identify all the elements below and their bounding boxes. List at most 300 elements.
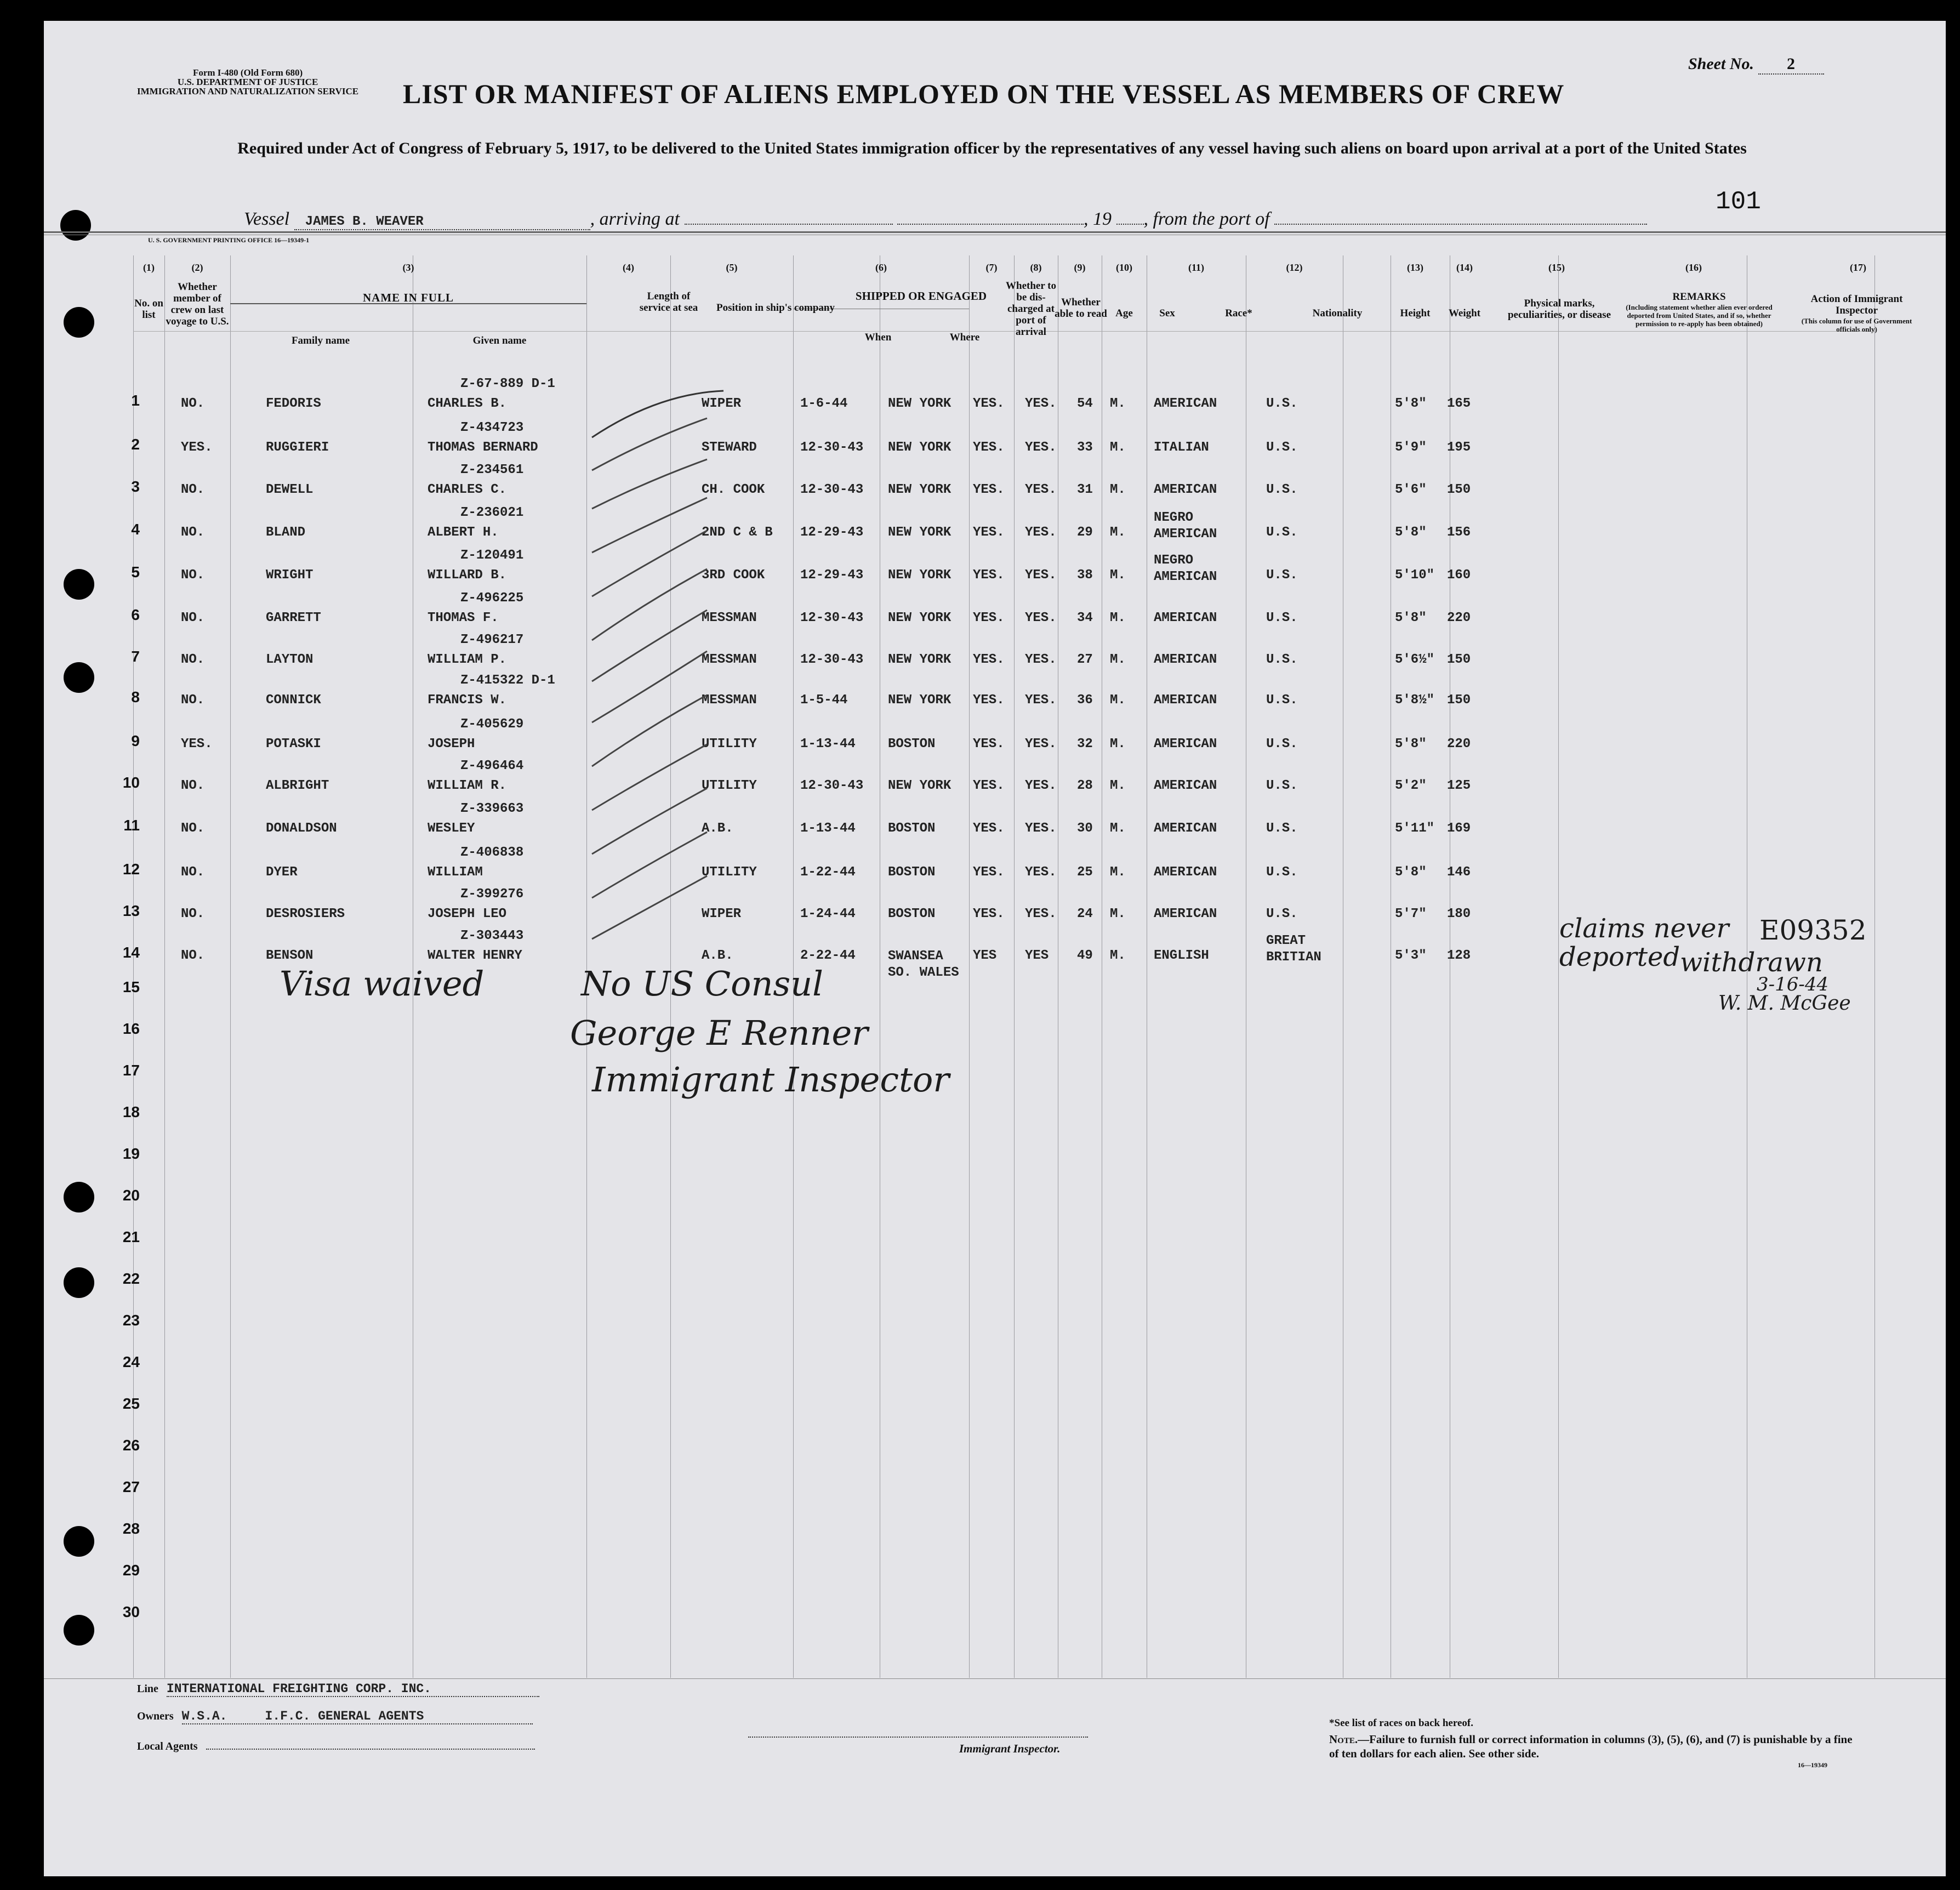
height-cell: 5'11"	[1395, 821, 1435, 836]
header-remarks: REMARKS	[1672, 291, 1726, 303]
age-cell: 32	[1077, 737, 1093, 752]
where-cell: NEW YORK	[888, 396, 951, 411]
able-read-cell: YES.	[1025, 440, 1057, 455]
age-cell: 29	[1077, 525, 1093, 540]
last-voyage-cell: NO.	[181, 611, 205, 625]
row-number: 18	[122, 1103, 140, 1120]
where-cell: BOSTON	[888, 737, 936, 752]
row-number: 20	[122, 1187, 140, 1204]
col-num: (11)	[1188, 262, 1204, 273]
weight-cell: 125	[1447, 778, 1471, 793]
when-cell: 12-30-43	[800, 482, 864, 497]
header-shipped-engaged: SHIPPED OR ENGAGED	[855, 289, 987, 303]
stamp-number: 101	[1716, 187, 1761, 216]
sex-cell: M.	[1110, 737, 1126, 752]
header-action-note: (This column for use of Government officials only)	[1801, 317, 1912, 333]
header-remarks-note: (Including statement whether alien ever ordered deported from United States, and if so, whether permission to re-apply has been obtained)	[1626, 303, 1773, 328]
last-voyage-cell: NO.	[181, 693, 205, 708]
column-line	[1014, 255, 1015, 1678]
weight-cell: 128	[1447, 948, 1471, 963]
family-name-cell: LAYTON	[266, 652, 314, 667]
when-cell: 12-30-43	[800, 778, 864, 793]
race-cell: AMERICAN	[1154, 693, 1217, 708]
able-read-cell: YES.	[1025, 482, 1057, 497]
family-name-cell: DEWELL	[266, 482, 314, 497]
able-read-cell: YES.	[1025, 865, 1057, 880]
vessel-label: Vessel	[244, 209, 290, 229]
sheet-number	[1688, 55, 1824, 75]
able-read-cell: YES.	[1025, 525, 1057, 540]
date-field	[897, 224, 1084, 225]
note-label: Note.	[1329, 1733, 1358, 1746]
z-number-cell: Z-496464	[460, 759, 524, 773]
row-number: 6	[131, 606, 140, 623]
line-value: INTERNATIONAL FREIGHTING CORP. INC.	[167, 1682, 539, 1697]
height-cell: 5'6"	[1395, 482, 1427, 497]
discharged-cell: YES.	[973, 525, 1005, 540]
where-cell: BOSTON	[888, 907, 936, 921]
where-cell: NEW YORK	[888, 568, 951, 583]
race-cell: AMERICAN	[1154, 865, 1217, 880]
handwritten-no-us-consul: No US Consul	[581, 964, 823, 1004]
height-cell: 5'8"	[1395, 525, 1427, 540]
able-read-cell: YES.	[1025, 821, 1057, 836]
col-num: (14)	[1456, 262, 1473, 273]
col-num: (1)	[143, 262, 155, 273]
discharged-cell: YES.	[973, 482, 1005, 497]
pen-stroke	[592, 832, 707, 898]
height-cell: 5'8"	[1395, 737, 1427, 752]
position-cell: 2ND C & B	[702, 525, 773, 540]
when-cell: 1-22-44	[800, 865, 856, 880]
family-name-cell: DYER	[266, 865, 298, 880]
year-prefix: , 19	[1084, 209, 1112, 229]
age-cell: 54	[1077, 396, 1093, 411]
where-cell: NEW YORK	[888, 440, 951, 455]
family-name-cell: ALBRIGHT	[266, 778, 329, 793]
family-name-cell: DESROSIERS	[266, 907, 345, 921]
when-cell: 12-30-43	[800, 652, 864, 667]
nationality-cell: GREAT BRITIAN	[1266, 933, 1321, 965]
discharged-cell: YES.	[973, 865, 1005, 880]
nationality-cell: U.S.	[1266, 440, 1298, 455]
form-id-line: U.S. DEPARTMENT OF JUSTICE	[177, 77, 318, 87]
discharged-cell: YES.	[973, 778, 1005, 793]
position-cell: STEWARD	[702, 440, 757, 455]
family-name-cell: DONALDSON	[266, 821, 337, 836]
row-number: 25	[122, 1395, 140, 1412]
age-cell: 49	[1077, 948, 1093, 963]
position-cell: MESSMAN	[702, 693, 757, 708]
row-number: 21	[122, 1228, 140, 1245]
last-voyage-cell: YES.	[181, 737, 213, 752]
printing-office: U. S. GOVERNMENT PRINTING OFFICE 16—19349-1	[148, 236, 310, 244]
given-name-cell: JOSEPH	[428, 737, 475, 752]
race-cell: AMERICAN	[1154, 482, 1217, 497]
footer-agents	[137, 1737, 535, 1753]
pen-stroke	[592, 498, 707, 553]
header-weight: Weight	[1448, 308, 1481, 319]
binder-hole	[60, 210, 91, 241]
height-cell: 5'3"	[1395, 948, 1427, 963]
weight-cell: 146	[1447, 865, 1471, 880]
nationality-cell: U.S.	[1266, 778, 1298, 793]
height-cell: 5'8"	[1395, 396, 1427, 411]
row-number: 7	[131, 648, 140, 665]
family-name-cell: POTASKI	[266, 737, 321, 752]
header-family-name: Family name	[291, 335, 350, 346]
given-name-cell: CHARLES B.	[428, 396, 507, 411]
sheet-label: Sheet No.	[1688, 55, 1754, 73]
pen-stroke	[592, 695, 707, 766]
row-number: 8	[131, 688, 140, 705]
z-number-cell: Z-399276	[460, 887, 524, 902]
nationality-cell: U.S.	[1266, 821, 1298, 836]
arriving-label: , arriving at	[590, 209, 680, 229]
header-able-read: Whether able to read	[1055, 297, 1107, 320]
given-name-cell: WILLIAM P.	[428, 652, 507, 667]
row-number: 16	[122, 1020, 140, 1037]
position-cell: 3RD COOK	[702, 568, 765, 583]
handwritten-file-number: E09352	[1759, 914, 1867, 946]
position-cell: UTILITY	[702, 778, 757, 793]
row-number: 5	[131, 563, 140, 580]
binder-hole	[64, 1182, 94, 1212]
nationality-cell: U.S.	[1266, 396, 1298, 411]
when-cell: 12-30-43	[800, 440, 864, 455]
row-number: 30	[122, 1603, 140, 1620]
from-port-label: , from the port of	[1143, 209, 1270, 229]
given-name-cell: ALBERT H.	[428, 525, 499, 540]
form-code: 16—19349	[1798, 1761, 1827, 1769]
weight-cell: 169	[1447, 821, 1471, 836]
last-voyage-cell: NO.	[181, 907, 205, 921]
column-line	[1874, 255, 1875, 1678]
position-cell: MESSMAN	[702, 652, 757, 667]
z-number-cell: Z-405629	[460, 717, 524, 732]
owners-label: Owners	[137, 1710, 174, 1722]
family-name-cell: BLAND	[266, 525, 306, 540]
given-name-cell: THOMAS F.	[428, 611, 499, 625]
sex-cell: M.	[1110, 482, 1126, 497]
pen-stroke	[592, 569, 707, 640]
weight-cell: 150	[1447, 693, 1471, 708]
table-bottom-rule	[44, 1678, 1946, 1679]
handwritten-withdrawn-date: 3-16-44	[1757, 974, 1829, 995]
able-read-cell: YES.	[1025, 396, 1057, 411]
race-cell: AMERICAN	[1154, 821, 1217, 836]
sex-cell: M.	[1110, 525, 1126, 540]
last-voyage-cell: NO.	[181, 568, 205, 583]
where-cell: NEW YORK	[888, 482, 951, 497]
agents-value	[206, 1737, 535, 1750]
pen-stroke	[592, 391, 723, 437]
binder-hole	[64, 307, 94, 338]
given-name-cell: FRANCIS W.	[428, 693, 507, 708]
row-number: 28	[122, 1520, 140, 1537]
col-num: (5)	[726, 262, 738, 273]
column-line	[969, 255, 970, 1678]
races-note: *See list of races on back hereof.	[1329, 1717, 1473, 1729]
last-voyage-cell: NO.	[181, 482, 205, 497]
able-read-cell: YES	[1025, 948, 1049, 963]
header-sex: Sex	[1159, 308, 1175, 319]
position-cell: A.B.	[702, 948, 733, 963]
sex-cell: M.	[1110, 611, 1126, 625]
able-read-cell: YES.	[1025, 907, 1057, 921]
vessel-line	[244, 209, 1647, 230]
z-number-cell: Z-434723	[460, 420, 524, 435]
age-cell: 24	[1077, 907, 1093, 921]
z-number-cell: Z-496217	[460, 633, 524, 647]
handwritten-initials: W. M. McGee	[1718, 992, 1851, 1015]
z-number-cell: Z-120491	[460, 548, 524, 563]
pen-strokes	[586, 366, 795, 997]
row-number: 12	[122, 861, 140, 878]
nationality-cell: U.S.	[1266, 525, 1298, 540]
age-cell: 36	[1077, 693, 1093, 708]
column-line	[164, 255, 165, 1678]
header-race: Race*	[1225, 308, 1252, 319]
age-cell: 38	[1077, 568, 1093, 583]
arriving-field	[685, 224, 893, 225]
binder-hole	[64, 1615, 94, 1646]
where-cell: NEW YORK	[888, 778, 951, 793]
race-cell: AMERICAN	[1154, 652, 1217, 667]
row-number: 13	[122, 902, 140, 919]
height-cell: 5'10"	[1395, 568, 1435, 583]
discharged-cell: YES.	[973, 693, 1005, 708]
height-cell: 5'9"	[1395, 440, 1427, 455]
pen-stroke	[592, 876, 707, 939]
when-cell: 12-29-43	[800, 568, 864, 583]
weight-cell: 180	[1447, 907, 1471, 921]
height-cell: 5'8"	[1395, 611, 1427, 625]
column-line	[1558, 255, 1559, 1678]
header-discharged: Whether to be dis-charged at port of arrival	[1006, 280, 1056, 338]
position-cell: MESSMAN	[702, 611, 757, 625]
able-read-cell: YES.	[1025, 778, 1057, 793]
nationality-cell: U.S.	[1266, 865, 1298, 880]
age-cell: 25	[1077, 865, 1093, 880]
where-cell: BOSTON	[888, 865, 936, 880]
z-number-cell: Z-236021	[460, 505, 524, 520]
table-top-rule	[44, 231, 1946, 233]
handwritten-inspector: Immigrant Inspector	[592, 1060, 949, 1100]
col-num: (2)	[191, 262, 203, 273]
inspector-sign-line	[748, 1737, 1088, 1738]
discharged-cell: YES.	[973, 907, 1005, 921]
given-name-cell: CHARLES C.	[428, 482, 507, 497]
sex-cell: M.	[1110, 652, 1126, 667]
z-number-cell: Z-496225	[460, 591, 524, 606]
position-cell: A.B.	[702, 821, 733, 836]
nationality-cell: U.S.	[1266, 693, 1298, 708]
position-cell: UTILITY	[702, 737, 757, 752]
weight-cell: 160	[1447, 568, 1471, 583]
sex-cell: M.	[1110, 907, 1126, 921]
weight-cell: 150	[1447, 482, 1471, 497]
when-cell: 1-5-44	[800, 693, 848, 708]
race-cell: ITALIAN	[1154, 440, 1209, 455]
col-num: (7)	[985, 262, 998, 273]
given-name-cell: WILLIAM R.	[428, 778, 507, 793]
where-cell: NEW YORK	[888, 652, 951, 667]
when-cell: 12-29-43	[800, 525, 864, 540]
header-where: Where	[949, 332, 980, 343]
discharged-cell: YES	[973, 948, 997, 963]
family-name-cell: CONNICK	[266, 693, 321, 708]
header-given-name: Given name	[472, 335, 527, 346]
col-num: (6)	[875, 262, 887, 273]
nationality-cell: U.S.	[1266, 482, 1298, 497]
when-cell: 1-6-44	[800, 396, 848, 411]
last-voyage-cell: NO.	[181, 525, 205, 540]
header-when: When	[864, 332, 892, 343]
note-text: —Failure to furnish full or correct information in columns (3), (5), (6), and (7) is punishable by a fine of ten dollars for each alien. See other side.	[1329, 1733, 1853, 1760]
given-name-cell: WILLIAM	[428, 865, 483, 880]
discharged-cell: YES.	[973, 821, 1005, 836]
binder-hole	[64, 569, 94, 600]
given-name-cell: JOSEPH LEO	[428, 907, 507, 921]
col-num: (16)	[1685, 262, 1702, 273]
col-num: (10)	[1116, 262, 1132, 273]
row-number: 1	[131, 392, 140, 409]
last-voyage-cell: YES.	[181, 440, 213, 455]
age-cell: 27	[1077, 652, 1093, 667]
able-read-cell: YES.	[1025, 568, 1057, 583]
race-cell: AMERICAN	[1154, 396, 1217, 411]
pen-stroke	[592, 610, 707, 681]
page-subtitle: Required under Act of Congress of February 5, 1917, to be delivered to the United States immigration officer by the representatives of any vessel having such aliens on board upon arrival at a port of the United States	[237, 139, 1747, 157]
family-name-cell: RUGGIERI	[266, 440, 329, 455]
position-cell: CH. COOK	[702, 482, 765, 497]
able-read-cell: YES.	[1025, 652, 1057, 667]
when-cell: 2-22-44	[800, 948, 856, 963]
height-cell: 5'7"	[1395, 907, 1427, 921]
discharged-cell: YES.	[973, 611, 1005, 625]
col-num: (3)	[402, 262, 414, 273]
discharged-cell: YES.	[973, 396, 1005, 411]
age-cell: 33	[1077, 440, 1093, 455]
age-cell: 28	[1077, 778, 1093, 793]
z-number-cell: Z-234561	[460, 463, 524, 477]
header-length-service: Length of service at sea	[639, 291, 698, 314]
handwritten-withdrawn: withdrawn	[1680, 947, 1823, 978]
sex-cell: M.	[1110, 396, 1126, 411]
sex-cell: M.	[1110, 693, 1126, 708]
from-port-field	[1274, 224, 1647, 225]
line-label: Line	[137, 1683, 158, 1695]
nationality-cell: U.S.	[1266, 737, 1298, 752]
col-num: (17)	[1850, 262, 1866, 273]
given-name-cell: WESLEY	[428, 821, 475, 836]
row-number: 17	[122, 1062, 140, 1079]
able-read-cell: YES.	[1025, 693, 1057, 708]
col-num: (4)	[623, 262, 634, 273]
form-id-line: Form I-480 (Old Form 680)	[192, 67, 303, 78]
year-field	[1116, 224, 1144, 225]
when-cell: 1-13-44	[800, 821, 856, 836]
given-name-cell: WILLARD B.	[428, 568, 507, 583]
header-height: Height	[1400, 308, 1431, 319]
last-voyage-cell: NO.	[181, 821, 205, 836]
row-number: 4	[131, 521, 140, 538]
row-number: 11	[123, 817, 140, 834]
col-num: (13)	[1407, 262, 1423, 273]
handwritten-visa-waived: Visa waived	[280, 964, 485, 1004]
age-cell: 30	[1077, 821, 1093, 836]
family-name-cell: FEDORIS	[266, 396, 321, 411]
weight-cell: 156	[1447, 525, 1471, 540]
row-number: 22	[122, 1270, 140, 1287]
row-number: 26	[122, 1437, 140, 1454]
header-name-in-full: NAME IN FULL	[362, 291, 454, 304]
row-number: 15	[122, 978, 140, 995]
header-action: Action of Immigrant Inspector	[1810, 293, 1903, 316]
col-num: (15)	[1548, 262, 1565, 273]
z-number-cell: Z-406838	[460, 845, 524, 860]
weight-cell: 150	[1447, 652, 1471, 667]
z-number-cell: Z-303443	[460, 929, 524, 943]
nationality-cell: U.S.	[1266, 652, 1298, 667]
family-name-cell: BENSON	[266, 948, 314, 963]
last-voyage-cell: NO.	[181, 778, 205, 793]
header-no-on-list: No. on list	[134, 298, 163, 321]
pen-stroke	[592, 651, 707, 722]
sex-cell: M.	[1110, 778, 1126, 793]
pen-stroke	[592, 459, 707, 509]
row-number: 14	[122, 944, 140, 961]
where-cell: SWANSEA SO. WALES	[888, 949, 959, 980]
last-voyage-cell: NO.	[181, 396, 205, 411]
row-number: 27	[122, 1478, 140, 1495]
row-number: 3	[131, 478, 140, 495]
header-nationality: Nationality	[1312, 308, 1363, 319]
race-cell: AMERICAN	[1154, 907, 1217, 921]
where-cell: NEW YORK	[888, 611, 951, 625]
header-position: Position in ship's company	[716, 302, 835, 314]
when-cell: 12-30-43	[800, 611, 864, 625]
height-cell: 5'8½"	[1395, 693, 1435, 708]
row-number: 24	[122, 1353, 140, 1370]
where-cell: NEW YORK	[888, 525, 951, 540]
agents-label: Local Agents	[137, 1740, 198, 1752]
given-name-cell: WALTER HENRY	[428, 948, 522, 963]
binder-hole	[64, 1267, 94, 1298]
discharged-cell: YES.	[973, 568, 1005, 583]
header-last-voyage: Whether member of crew on last voyage to U.S.	[166, 281, 229, 327]
able-read-cell: YES.	[1025, 611, 1057, 625]
handwritten-signature: George E Renner	[570, 1013, 868, 1053]
sex-cell: M.	[1110, 821, 1126, 836]
discharged-cell: YES.	[973, 652, 1005, 667]
sheet-value: 2	[1758, 55, 1824, 75]
column-line	[230, 255, 231, 1678]
row-number: 23	[122, 1312, 140, 1329]
race-cell: AMERICAN	[1154, 611, 1217, 625]
z-number-cell: Z-339663	[460, 801, 524, 816]
height-cell: 5'8"	[1395, 865, 1427, 880]
col-num: (12)	[1286, 262, 1303, 273]
able-read-cell: YES.	[1025, 737, 1057, 752]
header-age: Age	[1115, 308, 1133, 319]
pen-stroke	[592, 788, 707, 854]
row-number: 9	[131, 732, 140, 749]
page-title: LIST OR MANIFEST OF ALIENS EMPLOYED ON THE VESSEL AS MEMBERS OF CREW	[403, 78, 1565, 109]
col-num: (9)	[1074, 262, 1086, 273]
position-cell: WIPER	[702, 396, 742, 411]
